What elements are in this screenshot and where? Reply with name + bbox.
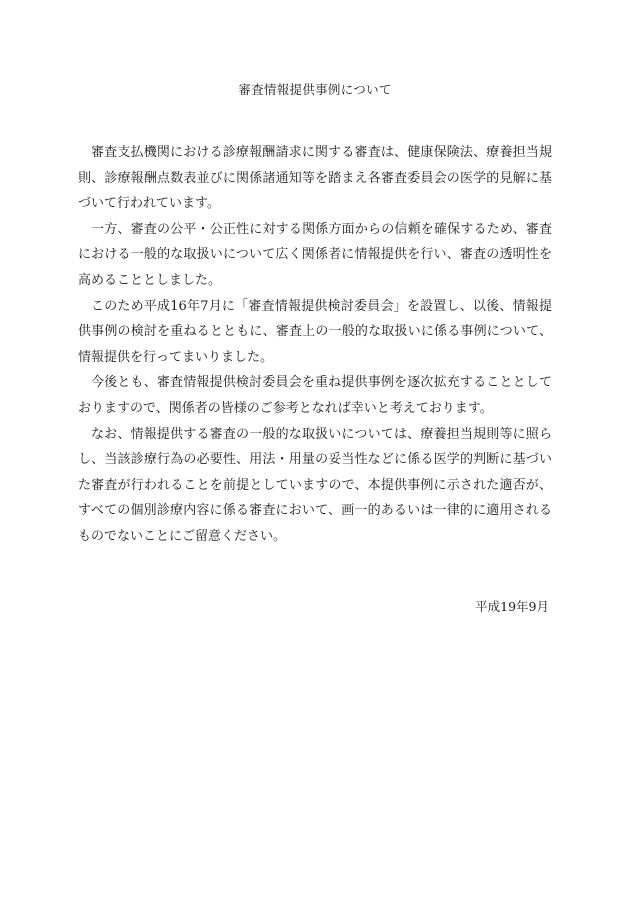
paragraph-review-basis: 審査支払機関における診療報酬請求に関する審査は、健康保険法、療養担当規則、診療報酬点数表並びに関係諸通知等を踏まえ各審査委員会の医学的見解に基づいて行われています。 [78,145,552,212]
paragraph-transparency: 一方、審査の公平・公正性に対する関係方面からの信頼を確保するため、審査における一般的な取扱いについて広く関係者に情報提供を行い、審査の透明性を高めることとしました。 [78,221,552,288]
paragraph-notice: なお、情報提供する審査の一般的な取扱いについては、療養担当規則等に照らし、当該診療行為の必要性、用法・用量の妥当性などに係る医学的判断に基づいた審査が行われることを前提としていますので、本提供事例に示された適否が、すべての個別診療内容に係る審査において、画一的あるいは一律的に適用されるものでないことにご留意ください。 [78,426,552,544]
paragraph-committee: このため平成16年7月に「審査情報提供検討委員会」を設置し、以後、情報提供事例の検討を重ねるとともに、審査上の一般的な取扱いに係る事例について、情報提供を行ってまいりました。 [78,298,552,365]
paragraph-future: 今後とも、審査情報提供検討委員会を重ね提供事例を逐次拡充することとしておりますので、関係者の皆様のご参考となれば幸いと考えております。 [78,375,552,416]
document-date: 平成19年9月 [475,599,549,614]
document-title: 審査情報提供事例について [238,82,392,97]
document-body [78,140,552,550]
